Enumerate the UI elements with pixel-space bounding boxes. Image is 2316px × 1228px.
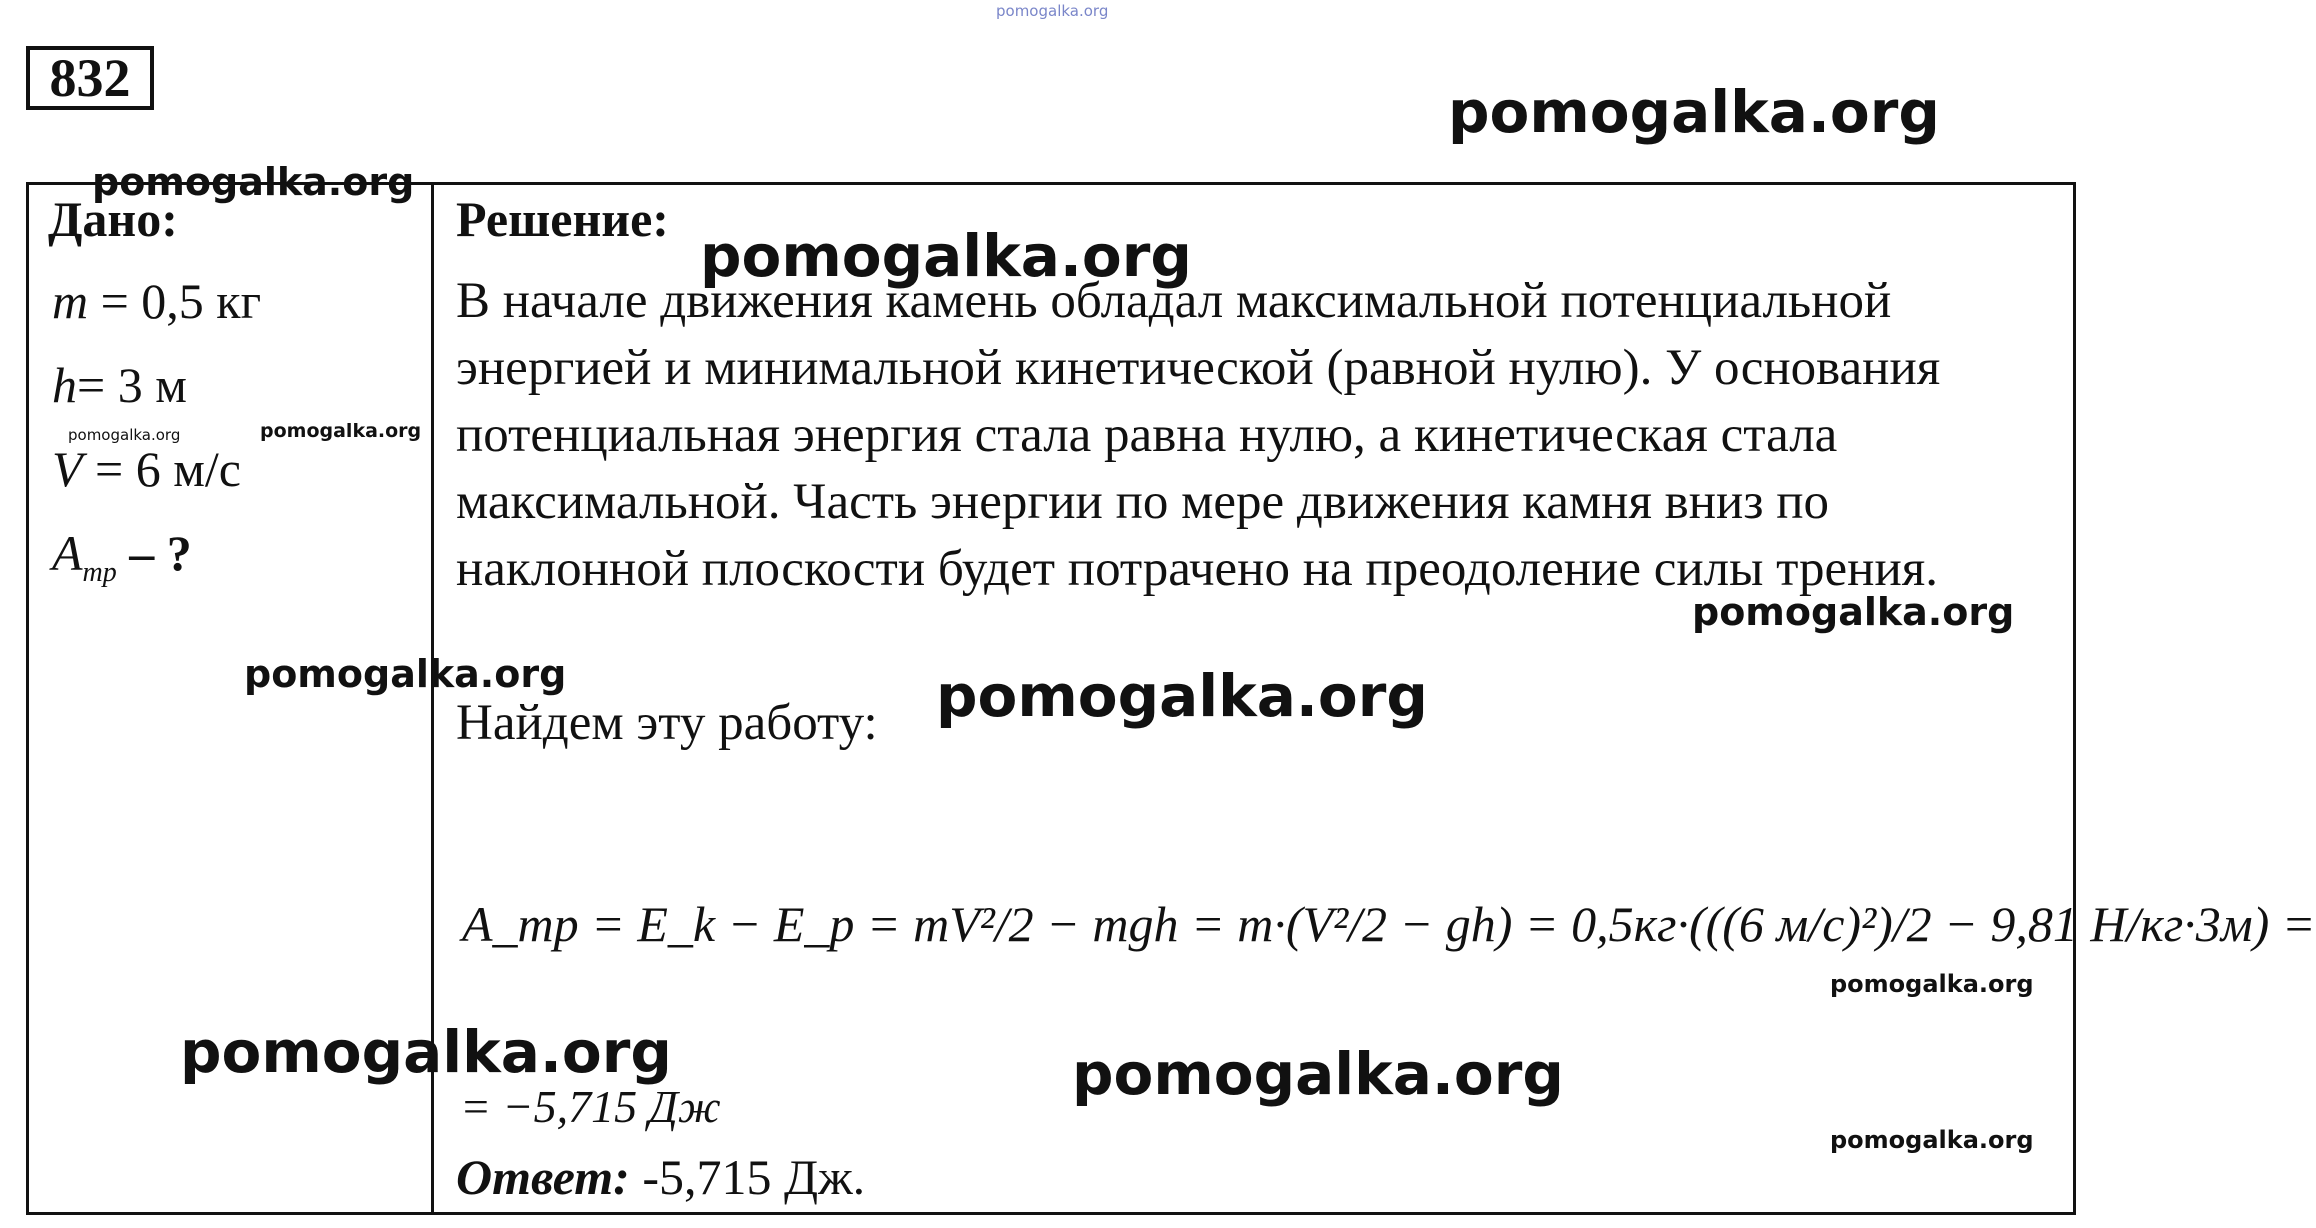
- mass-symbol: m: [52, 273, 89, 329]
- solution-title: Решение:: [456, 191, 669, 247]
- mass-value: = 0,5 кг: [88, 273, 262, 329]
- given-unknown: [52, 524, 192, 589]
- watermark: pomogalka.org: [1692, 590, 2015, 634]
- find-line: Найдем эту работу:: [456, 695, 878, 751]
- watermark: pomogalka.org: [936, 662, 1428, 730]
- given-velocity: [52, 440, 241, 498]
- work-subscript: тр: [82, 557, 117, 588]
- formula-result: = −5,715 Дж: [460, 1081, 721, 1132]
- solution-text: В начале движения камень обладал максимальной потенциальной энергией и минимальной кинетической (равной нулю). У основания потенциальная энергия стала равна нулю, а кинетическая стала максимальной. Часть энергии по мере движения камня вниз по наклонной плоскости будет потрачено на преодоление силы трения.: [456, 273, 1941, 597]
- velocity-symbol: V: [52, 441, 83, 497]
- watermark: pomogalka.org: [260, 420, 422, 442]
- watermark: pomogalka.org: [1448, 78, 1940, 146]
- formula-text: A_тр = E_k − E_p = mV²/2 − mgh = m·(V²/2 − gh) = 0,5кг·(((6 м/с)²)/2 − 9,81 Н/кг·3м) =: [462, 896, 2316, 952]
- watermark: pomogalka.org: [244, 652, 567, 696]
- watermark: pomogalka.org: [700, 222, 1192, 290]
- given-height: [52, 356, 187, 414]
- unknown-value: – ?: [116, 525, 192, 581]
- given-mass: [52, 272, 261, 330]
- height-symbol: h: [52, 357, 77, 413]
- velocity-value: = 6 м/с: [82, 441, 241, 497]
- work-formula: [462, 780, 2316, 1080]
- watermark: pomogalka.org: [92, 160, 415, 204]
- problem-number: 832: [26, 46, 154, 110]
- watermark: pomogalka.org: [1072, 1040, 1564, 1108]
- watermark: pomogalka.org: [68, 426, 181, 444]
- watermark-top: pomogalka.org: [996, 2, 1109, 20]
- answer-value: -5,715 Дж.: [629, 1149, 866, 1205]
- watermark: pomogalka.org: [1830, 1126, 2034, 1154]
- height-value: = 3 м: [77, 357, 187, 413]
- given-title: Дано:: [48, 191, 178, 247]
- watermark: pomogalka.org: [1830, 970, 2034, 998]
- watermark: pomogalka.org: [180, 1018, 672, 1086]
- answer-label: Ответ:: [456, 1149, 630, 1205]
- solution-paragraph: [456, 268, 2056, 603]
- work-symbol: A: [52, 525, 83, 581]
- answer-line: [456, 1148, 865, 1206]
